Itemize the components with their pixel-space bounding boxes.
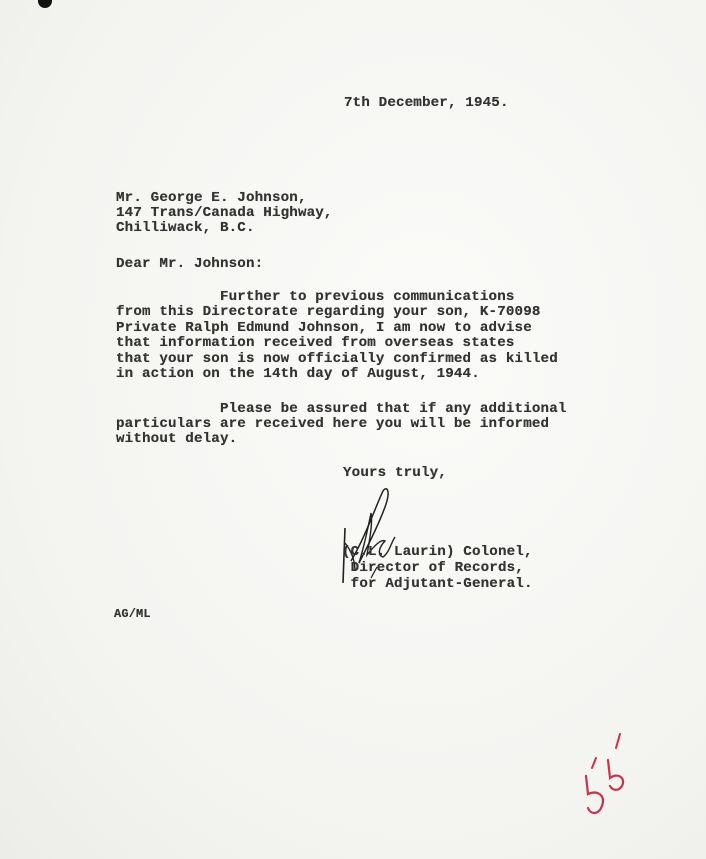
paragraph-line: Please be assured that if any additional <box>116 401 567 417</box>
salutation: Dear Mr. Johnson: <box>116 256 264 272</box>
reference-initials: AG/ML <box>114 607 151 621</box>
recipient-city: Chilliwack, B.C. <box>116 220 255 236</box>
paragraph-line: without delay. <box>116 431 238 447</box>
paragraph-line: that your son is now officially confirmed as killed <box>116 351 558 367</box>
closing: Yours truly, <box>343 465 447 481</box>
paragraph-line: particulars are received here you will be informed <box>116 416 550 432</box>
paragraph-line: in action on the 14th day of August, 1944. <box>116 366 480 382</box>
signatory-line: for Adjutant-General. <box>342 576 533 592</box>
handwritten-page-number-55 <box>578 728 648 818</box>
signatory-line: (C.L. Laurin) Colonel, <box>342 544 533 560</box>
recipient-name: Mr. George E. Johnson, <box>116 190 307 206</box>
punch-hole-mark <box>38 0 52 8</box>
paragraph-line: that information received from overseas states <box>116 335 515 351</box>
paragraph-line: from this Directorate regarding your son, K-70098 <box>116 304 541 320</box>
recipient-street: 147 Trans/Canada Highway, <box>116 205 333 221</box>
paragraph-line: Further to previous communications <box>116 289 515 305</box>
paragraph-line: Private Ralph Edmund Johnson, I am now to advise <box>116 320 532 336</box>
signatory-line: Director of Records, <box>342 560 524 576</box>
letter-date: 7th December, 1945. <box>344 95 509 111</box>
